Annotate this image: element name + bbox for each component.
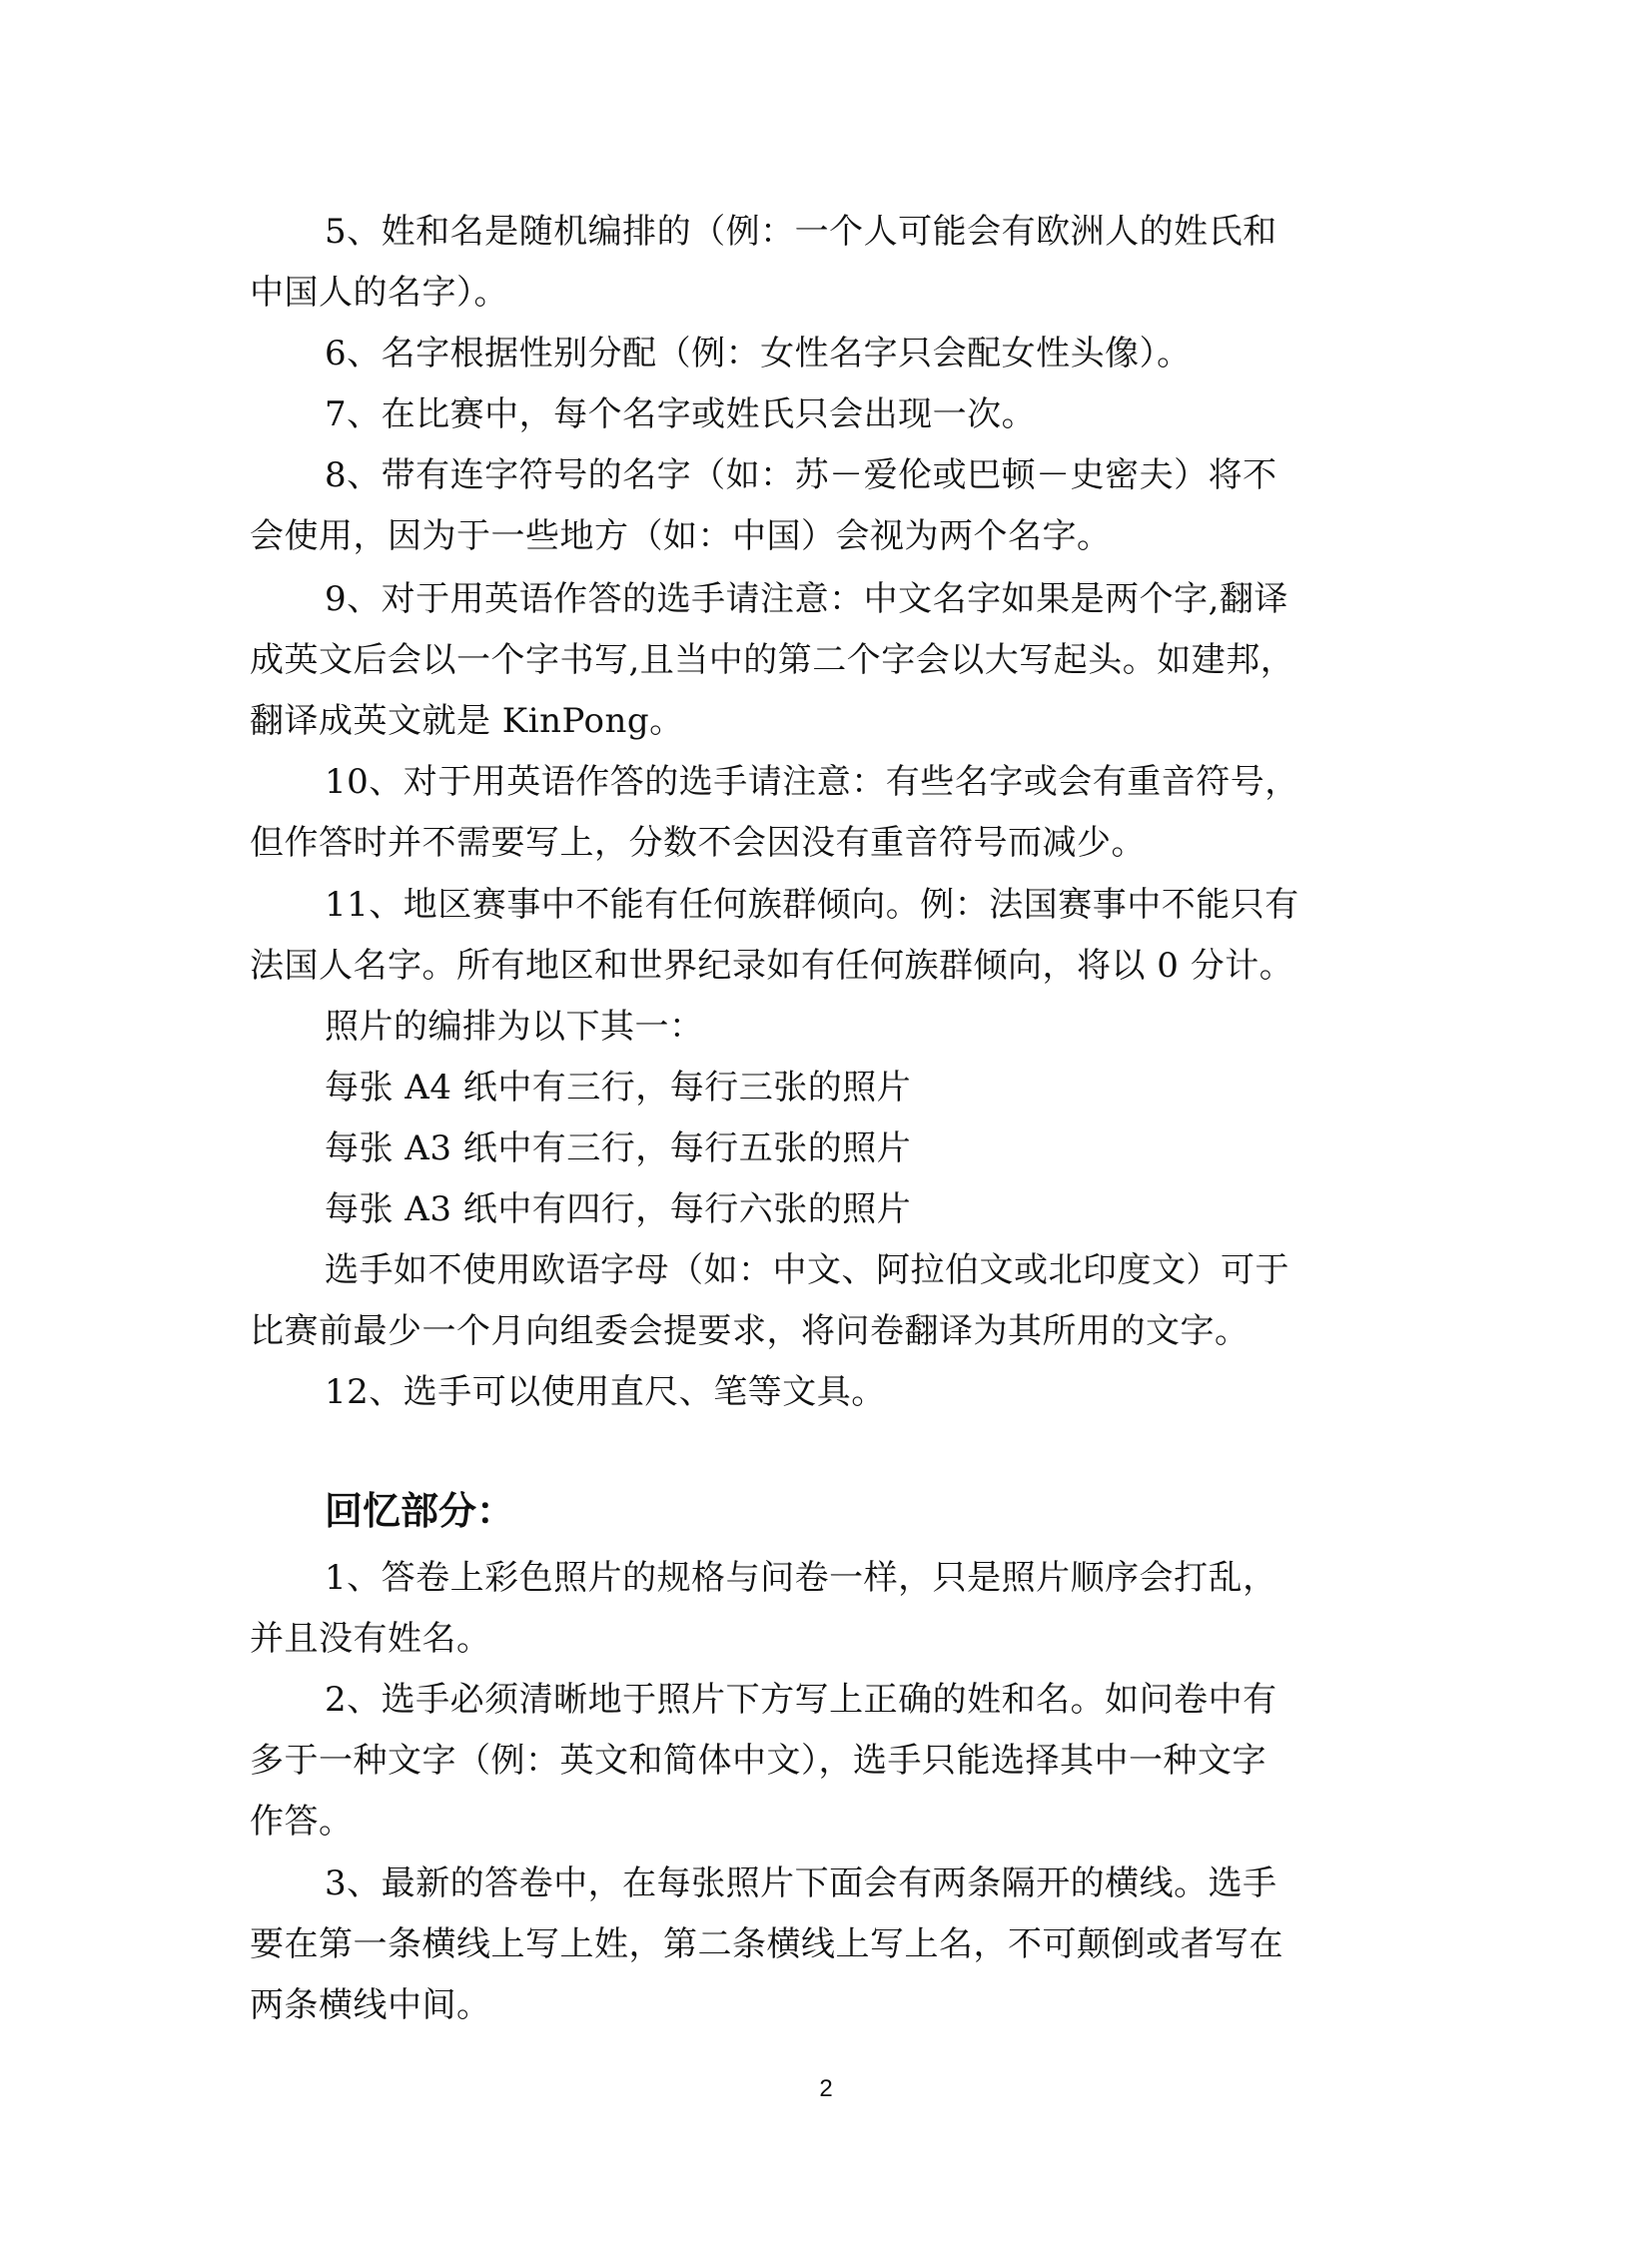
rule-10-line-2: 但作答时并不需要写上，分数不会因没有重音符号而减少。 xyxy=(250,823,1146,863)
rule-9-line-3: 翻译成英文就是 KinPong。 xyxy=(250,701,684,741)
rule-10-line-1: 10、对于用英语作答的选手请注意：有些名字或会有重音符号， xyxy=(325,762,1299,802)
rule-5-line-1: 5、姓和名是随机编排的（例：一个人可能会有欧洲人的姓氏和 xyxy=(325,212,1277,252)
rule-11-line-2: 法国人名字。所有地区和世界纪录如有任何族群倾向，将以 0 分计。 xyxy=(250,946,1294,986)
rule-5-line-2: 中国人的名字）。 xyxy=(250,273,508,313)
recall-rule-2-line-2: 多于一种文字（例：英文和简体中文），选手只能选择其中一种文字 xyxy=(250,1741,1266,1781)
rule-8-line-2: 会使用，因为于一些地方（如：中国）会视为两个名字。 xyxy=(250,516,1112,556)
recall-rule-3-line-1: 3、最新的答卷中，在每张照片下面会有两条隔开的横线。选手 xyxy=(325,1864,1277,1903)
recall-rule-2-line-3: 作答。 xyxy=(250,1802,354,1842)
rule-7: 7、在比赛中，每个名字或姓氏只会出现一次。 xyxy=(325,394,1037,434)
rule-9-line-1: 9、对于用英语作答的选手请注意：中文名字如果是两个字,翻译 xyxy=(325,579,1288,619)
rule-6: 6、名字根据性别分配（例：女性名字只会配女性头像）。 xyxy=(325,334,1192,374)
rule-11-line-1: 11、地区赛事中不能有任何族群倾向。例：法国赛事中不能只有 xyxy=(325,885,1299,925)
rule-8-line-1: 8、带有连字符号的名字（如：苏－爱伦或巴顿－史密夫）将不 xyxy=(325,455,1277,495)
recall-rule-3-line-3: 两条横线中间。 xyxy=(250,1985,491,2025)
recall-rule-2-line-1: 2、选手必须清晰地于照片下方写上正确的姓和名。如问卷中有 xyxy=(325,1680,1277,1720)
layout-option-a4: 每张 A4 纸中有三行，每行三张的照片 xyxy=(325,1068,912,1108)
translation-note-line-1: 选手如不使用欧语字母（如：中文、阿拉伯文或北印度文）可于 xyxy=(325,1250,1289,1290)
layout-option-a3-five: 每张 A3 纸中有三行，每行五张的照片 xyxy=(325,1128,912,1168)
recall-rule-1-line-1: 1、答卷上彩色照片的规格与问卷一样，只是照片顺序会打乱， xyxy=(325,1558,1277,1598)
page-number: 2 xyxy=(819,2075,833,2102)
photo-layout-intro: 照片的编排为以下其一： xyxy=(325,1007,704,1047)
recall-rule-1-line-2: 并且没有姓名。 xyxy=(250,1619,491,1659)
layout-option-a3-six: 每张 A3 纸中有四行，每行六张的照片 xyxy=(325,1189,912,1229)
recall-section-heading: 回忆部分： xyxy=(325,1488,515,1533)
recall-rule-3-line-2: 要在第一条横线上写上姓，第二条横线上写上名，不可颠倒或者写在 xyxy=(250,1924,1283,1964)
rule-9-line-2: 成英文后会以一个字书写,且当中的第二个字会以大写起头。如建邦， xyxy=(250,640,1295,680)
rule-12: 12、选手可以使用直尺、笔等文具。 xyxy=(325,1372,886,1412)
translation-note-line-2: 比赛前最少一个月向组委会提要求，将问卷翻译为其所用的文字。 xyxy=(250,1311,1249,1351)
